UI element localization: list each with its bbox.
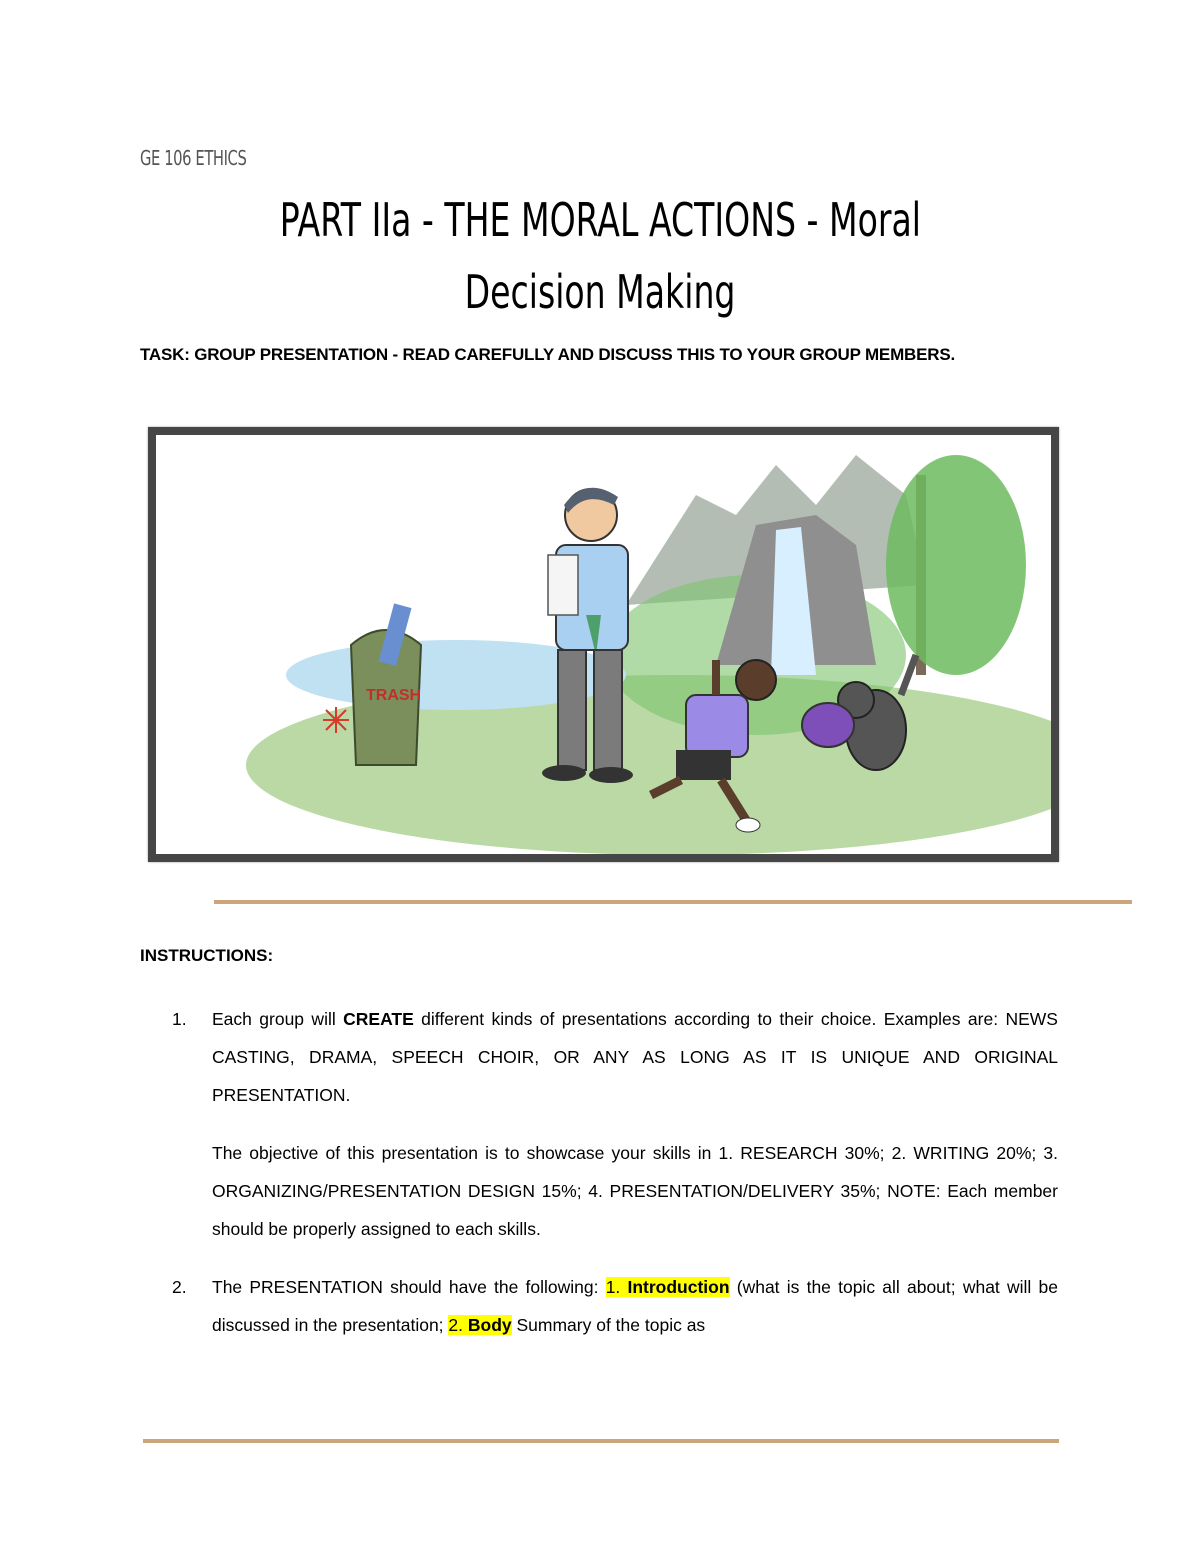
text: 2. — [448, 1315, 468, 1335]
title-line-2: Decision Making — [464, 265, 736, 319]
text: (what is the topic all about; what will be discussed in the presentation; — [212, 1277, 1058, 1335]
instruction-item-2 — [172, 1268, 1058, 1344]
emphasis-create: CREATE — [343, 1009, 414, 1029]
text: different kinds of presentations according to their choice. Examples are: NEWS CASTING, DRAMA, SPEECH CHOIR, OR ANY AS LONG AS IT IS UNIQUE AND ORIGINAL PRESENTATION. — [212, 1009, 1058, 1105]
task-statement: TASK: GROUP PRESENTATION - READ CAREFULLY AND DISCUSS THIS TO YOUR GROUP MEMBERS. — [140, 345, 955, 364]
section-divider-bottom — [143, 1439, 1059, 1443]
course-label: GE 106 ETHICS — [140, 146, 247, 170]
section-divider-top — [214, 900, 1132, 904]
text: The PRESENTATION should have the following: — [212, 1277, 606, 1297]
text: 1. — [605, 1277, 628, 1297]
highlight-introduction — [606, 1277, 730, 1297]
text: Each group will — [212, 1009, 344, 1029]
text: Summary of the topic as — [511, 1315, 706, 1335]
title-line-1: PART IIa - THE MORAL ACTIONS - Moral — [279, 193, 921, 247]
moral-decision-illustration — [156, 435, 1051, 854]
item-number: 2. — [172, 1277, 187, 1297]
highlight-body — [448, 1315, 511, 1335]
instruction-item-1 — [172, 1000, 1058, 1248]
item-number: 1. — [172, 1009, 187, 1029]
emphasis-introduction: Introduction — [627, 1277, 730, 1297]
svg-text:TRASH: TRASH — [366, 687, 422, 704]
item-1-paragraph-2: The objective of this presentation is to showcase your skills in 1. RESEARCH 30%; 2. WRITING 20%; 3. ORGANIZING/PRESENTATION DESIGN 15%; 4. PRESENTATION/DELIVERY 35%; NOTE: Each member should be properly assigned to each skills. — [212, 1143, 1058, 1239]
item-1-paragraph-1 — [212, 1000, 1058, 1114]
page-title — [0, 184, 1200, 328]
item-2-paragraph — [212, 1268, 1058, 1344]
instructions-heading: INSTRUCTIONS: — [140, 946, 274, 965]
illustration-frame — [148, 427, 1059, 862]
trash-bin — [351, 603, 421, 765]
instructions-list — [172, 1000, 1058, 1344]
emphasis-body: Body — [467, 1315, 512, 1335]
